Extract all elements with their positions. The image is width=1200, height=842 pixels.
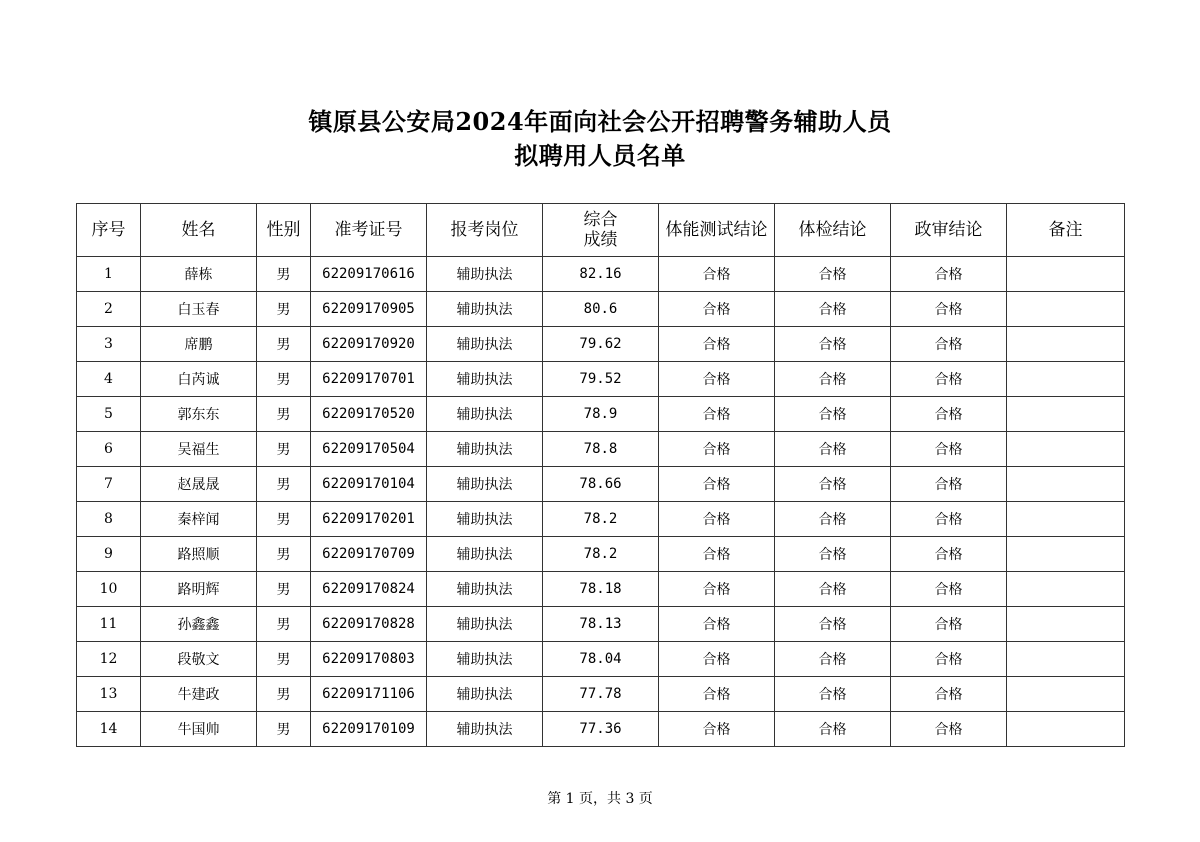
cell-medical: 合格 (775, 537, 891, 572)
cell-index: 8 (77, 502, 141, 537)
cell-index: 11 (77, 607, 141, 642)
cell-fitness: 合格 (659, 292, 775, 327)
cell-medical: 合格 (775, 607, 891, 642)
cell-exam-number: 62209170701 (311, 362, 427, 397)
cell-background: 合格 (891, 257, 1007, 292)
cell-remarks (1007, 607, 1125, 642)
cell-name: 牛国帅 (141, 712, 257, 747)
table-row (77, 642, 1125, 677)
cell-name: 薛栋 (141, 257, 257, 292)
cell-gender: 男 (257, 677, 311, 712)
cell-name: 白玉春 (141, 292, 257, 327)
cell-exam-number: 62209170824 (311, 572, 427, 607)
cell-exam-number: 62209170201 (311, 502, 427, 537)
cell-gender: 男 (257, 292, 311, 327)
cell-fitness: 合格 (659, 502, 775, 537)
cell-score: 79.62 (543, 327, 659, 362)
cell-fitness: 合格 (659, 642, 775, 677)
cell-fitness: 合格 (659, 677, 775, 712)
cell-medical: 合格 (775, 362, 891, 397)
cell-fitness: 合格 (659, 712, 775, 747)
cell-score: 82.16 (543, 257, 659, 292)
cell-background: 合格 (891, 537, 1007, 572)
cell-index: 13 (77, 677, 141, 712)
document-title-line1: 镇原县公安局2024年面向社会公开招聘警务辅助人员 (308, 107, 892, 136)
cell-remarks (1007, 677, 1125, 712)
cell-background: 合格 (891, 292, 1007, 327)
cell-medical: 合格 (775, 467, 891, 502)
table-row (77, 677, 1125, 712)
cell-fitness: 合格 (659, 572, 775, 607)
cell-score: 78.2 (543, 502, 659, 537)
cell-exam-number: 62209170828 (311, 607, 427, 642)
cell-fitness: 合格 (659, 467, 775, 502)
table-row (77, 432, 1125, 467)
cell-name: 孙鑫鑫 (141, 607, 257, 642)
cell-position: 辅助执法 (427, 292, 543, 327)
cell-medical: 合格 (775, 642, 891, 677)
cell-score: 78.8 (543, 432, 659, 467)
cell-background: 合格 (891, 712, 1007, 747)
header-exam-number: 准考证号 (311, 204, 427, 257)
cell-gender: 男 (257, 642, 311, 677)
cell-position: 辅助执法 (427, 572, 543, 607)
table-row (77, 537, 1125, 572)
header-remarks: 备注 (1007, 204, 1125, 257)
cell-position: 辅助执法 (427, 677, 543, 712)
cell-score: 78.13 (543, 607, 659, 642)
cell-exam-number: 62209170709 (311, 537, 427, 572)
table-row (77, 607, 1125, 642)
cell-position: 辅助执法 (427, 257, 543, 292)
header-position: 报考岗位 (427, 204, 543, 257)
cell-score: 80.6 (543, 292, 659, 327)
cell-gender: 男 (257, 432, 311, 467)
cell-index: 2 (77, 292, 141, 327)
cell-remarks (1007, 572, 1125, 607)
header-gender: 性别 (257, 204, 311, 257)
header-index: 序号 (77, 204, 141, 257)
cell-medical: 合格 (775, 327, 891, 362)
cell-medical: 合格 (775, 572, 891, 607)
table-row (77, 572, 1125, 607)
cell-index: 6 (77, 432, 141, 467)
cell-position: 辅助执法 (427, 502, 543, 537)
cell-gender: 男 (257, 362, 311, 397)
table-row (77, 467, 1125, 502)
table-row (77, 397, 1125, 432)
cell-remarks (1007, 432, 1125, 467)
cell-remarks (1007, 327, 1125, 362)
cell-exam-number: 62209170905 (311, 292, 427, 327)
cell-background: 合格 (891, 607, 1007, 642)
cell-score: 78.18 (543, 572, 659, 607)
table-row (77, 502, 1125, 537)
cell-position: 辅助执法 (427, 327, 543, 362)
cell-medical: 合格 (775, 677, 891, 712)
cell-medical: 合格 (775, 712, 891, 747)
cell-name: 吴福生 (141, 432, 257, 467)
cell-remarks (1007, 537, 1125, 572)
cell-position: 辅助执法 (427, 712, 543, 747)
cell-name: 段敬文 (141, 642, 257, 677)
cell-score: 78.66 (543, 467, 659, 502)
cell-background: 合格 (891, 502, 1007, 537)
cell-remarks (1007, 467, 1125, 502)
cell-index: 5 (77, 397, 141, 432)
cell-exam-number: 62209171106 (311, 677, 427, 712)
cell-gender: 男 (257, 607, 311, 642)
cell-gender: 男 (257, 572, 311, 607)
cell-exam-number: 62209170520 (311, 397, 427, 432)
cell-fitness: 合格 (659, 327, 775, 362)
cell-gender: 男 (257, 327, 311, 362)
page-number: 第 1 页，共 3 页 (547, 791, 653, 807)
header-fitness-result: 体能测试结论 (659, 204, 775, 257)
cell-index: 4 (77, 362, 141, 397)
cell-exam-number: 62209170616 (311, 257, 427, 292)
cell-exam-number: 62209170109 (311, 712, 427, 747)
cell-index: 1 (77, 257, 141, 292)
cell-remarks (1007, 712, 1125, 747)
cell-name: 牛建政 (141, 677, 257, 712)
cell-background: 合格 (891, 467, 1007, 502)
cell-remarks (1007, 397, 1125, 432)
cell-medical: 合格 (775, 432, 891, 467)
header-name: 姓名 (141, 204, 257, 257)
cell-index: 14 (77, 712, 141, 747)
table-row (77, 257, 1125, 292)
table-row (77, 362, 1125, 397)
cell-name: 赵晟晟 (141, 467, 257, 502)
cell-fitness: 合格 (659, 362, 775, 397)
header-background-result: 政审结论 (891, 204, 1007, 257)
cell-index: 3 (77, 327, 141, 362)
cell-background: 合格 (891, 642, 1007, 677)
document-title-line2: 拟聘用人员名单 (514, 141, 686, 170)
table-row (77, 327, 1125, 362)
cell-index: 12 (77, 642, 141, 677)
cell-position: 辅助执法 (427, 467, 543, 502)
table-row (77, 292, 1125, 327)
candidate-table (76, 203, 1125, 747)
cell-exam-number: 62209170920 (311, 327, 427, 362)
cell-exam-number: 62209170104 (311, 467, 427, 502)
cell-position: 辅助执法 (427, 642, 543, 677)
cell-remarks (1007, 362, 1125, 397)
cell-remarks (1007, 257, 1125, 292)
cell-fitness: 合格 (659, 432, 775, 467)
cell-medical: 合格 (775, 502, 891, 537)
cell-remarks (1007, 292, 1125, 327)
cell-score: 78.04 (543, 642, 659, 677)
cell-position: 辅助执法 (427, 537, 543, 572)
header-medical-result: 体检结论 (775, 204, 891, 257)
cell-position: 辅助执法 (427, 432, 543, 467)
cell-position: 辅助执法 (427, 607, 543, 642)
cell-gender: 男 (257, 537, 311, 572)
cell-position: 辅助执法 (427, 362, 543, 397)
cell-name: 白芮诚 (141, 362, 257, 397)
cell-name: 郭东东 (141, 397, 257, 432)
cell-score: 78.2 (543, 537, 659, 572)
cell-gender: 男 (257, 257, 311, 292)
cell-background: 合格 (891, 397, 1007, 432)
cell-score: 77.36 (543, 712, 659, 747)
cell-medical: 合格 (775, 292, 891, 327)
cell-medical: 合格 (775, 257, 891, 292)
cell-gender: 男 (257, 467, 311, 502)
cell-score: 79.52 (543, 362, 659, 397)
cell-fitness: 合格 (659, 257, 775, 292)
cell-background: 合格 (891, 327, 1007, 362)
cell-background: 合格 (891, 572, 1007, 607)
cell-exam-number: 62209170504 (311, 432, 427, 467)
cell-fitness: 合格 (659, 397, 775, 432)
cell-remarks (1007, 642, 1125, 677)
cell-background: 合格 (891, 677, 1007, 712)
cell-name: 秦梓闻 (141, 502, 257, 537)
cell-score: 78.9 (543, 397, 659, 432)
cell-name: 席鹏 (141, 327, 257, 362)
cell-remarks (1007, 502, 1125, 537)
cell-score: 77.78 (543, 677, 659, 712)
cell-exam-number: 62209170803 (311, 642, 427, 677)
table-header-row (77, 204, 1125, 257)
cell-gender: 男 (257, 397, 311, 432)
cell-medical: 合格 (775, 397, 891, 432)
cell-gender: 男 (257, 712, 311, 747)
cell-index: 10 (77, 572, 141, 607)
cell-fitness: 合格 (659, 607, 775, 642)
cell-background: 合格 (891, 432, 1007, 467)
header-total-score: 综合 成绩 (543, 204, 659, 257)
cell-fitness: 合格 (659, 537, 775, 572)
cell-background: 合格 (891, 362, 1007, 397)
cell-position: 辅助执法 (427, 397, 543, 432)
cell-index: 7 (77, 467, 141, 502)
cell-gender: 男 (257, 502, 311, 537)
cell-name: 路明辉 (141, 572, 257, 607)
cell-index: 9 (77, 537, 141, 572)
cell-name: 路照顺 (141, 537, 257, 572)
table-row (77, 712, 1125, 747)
